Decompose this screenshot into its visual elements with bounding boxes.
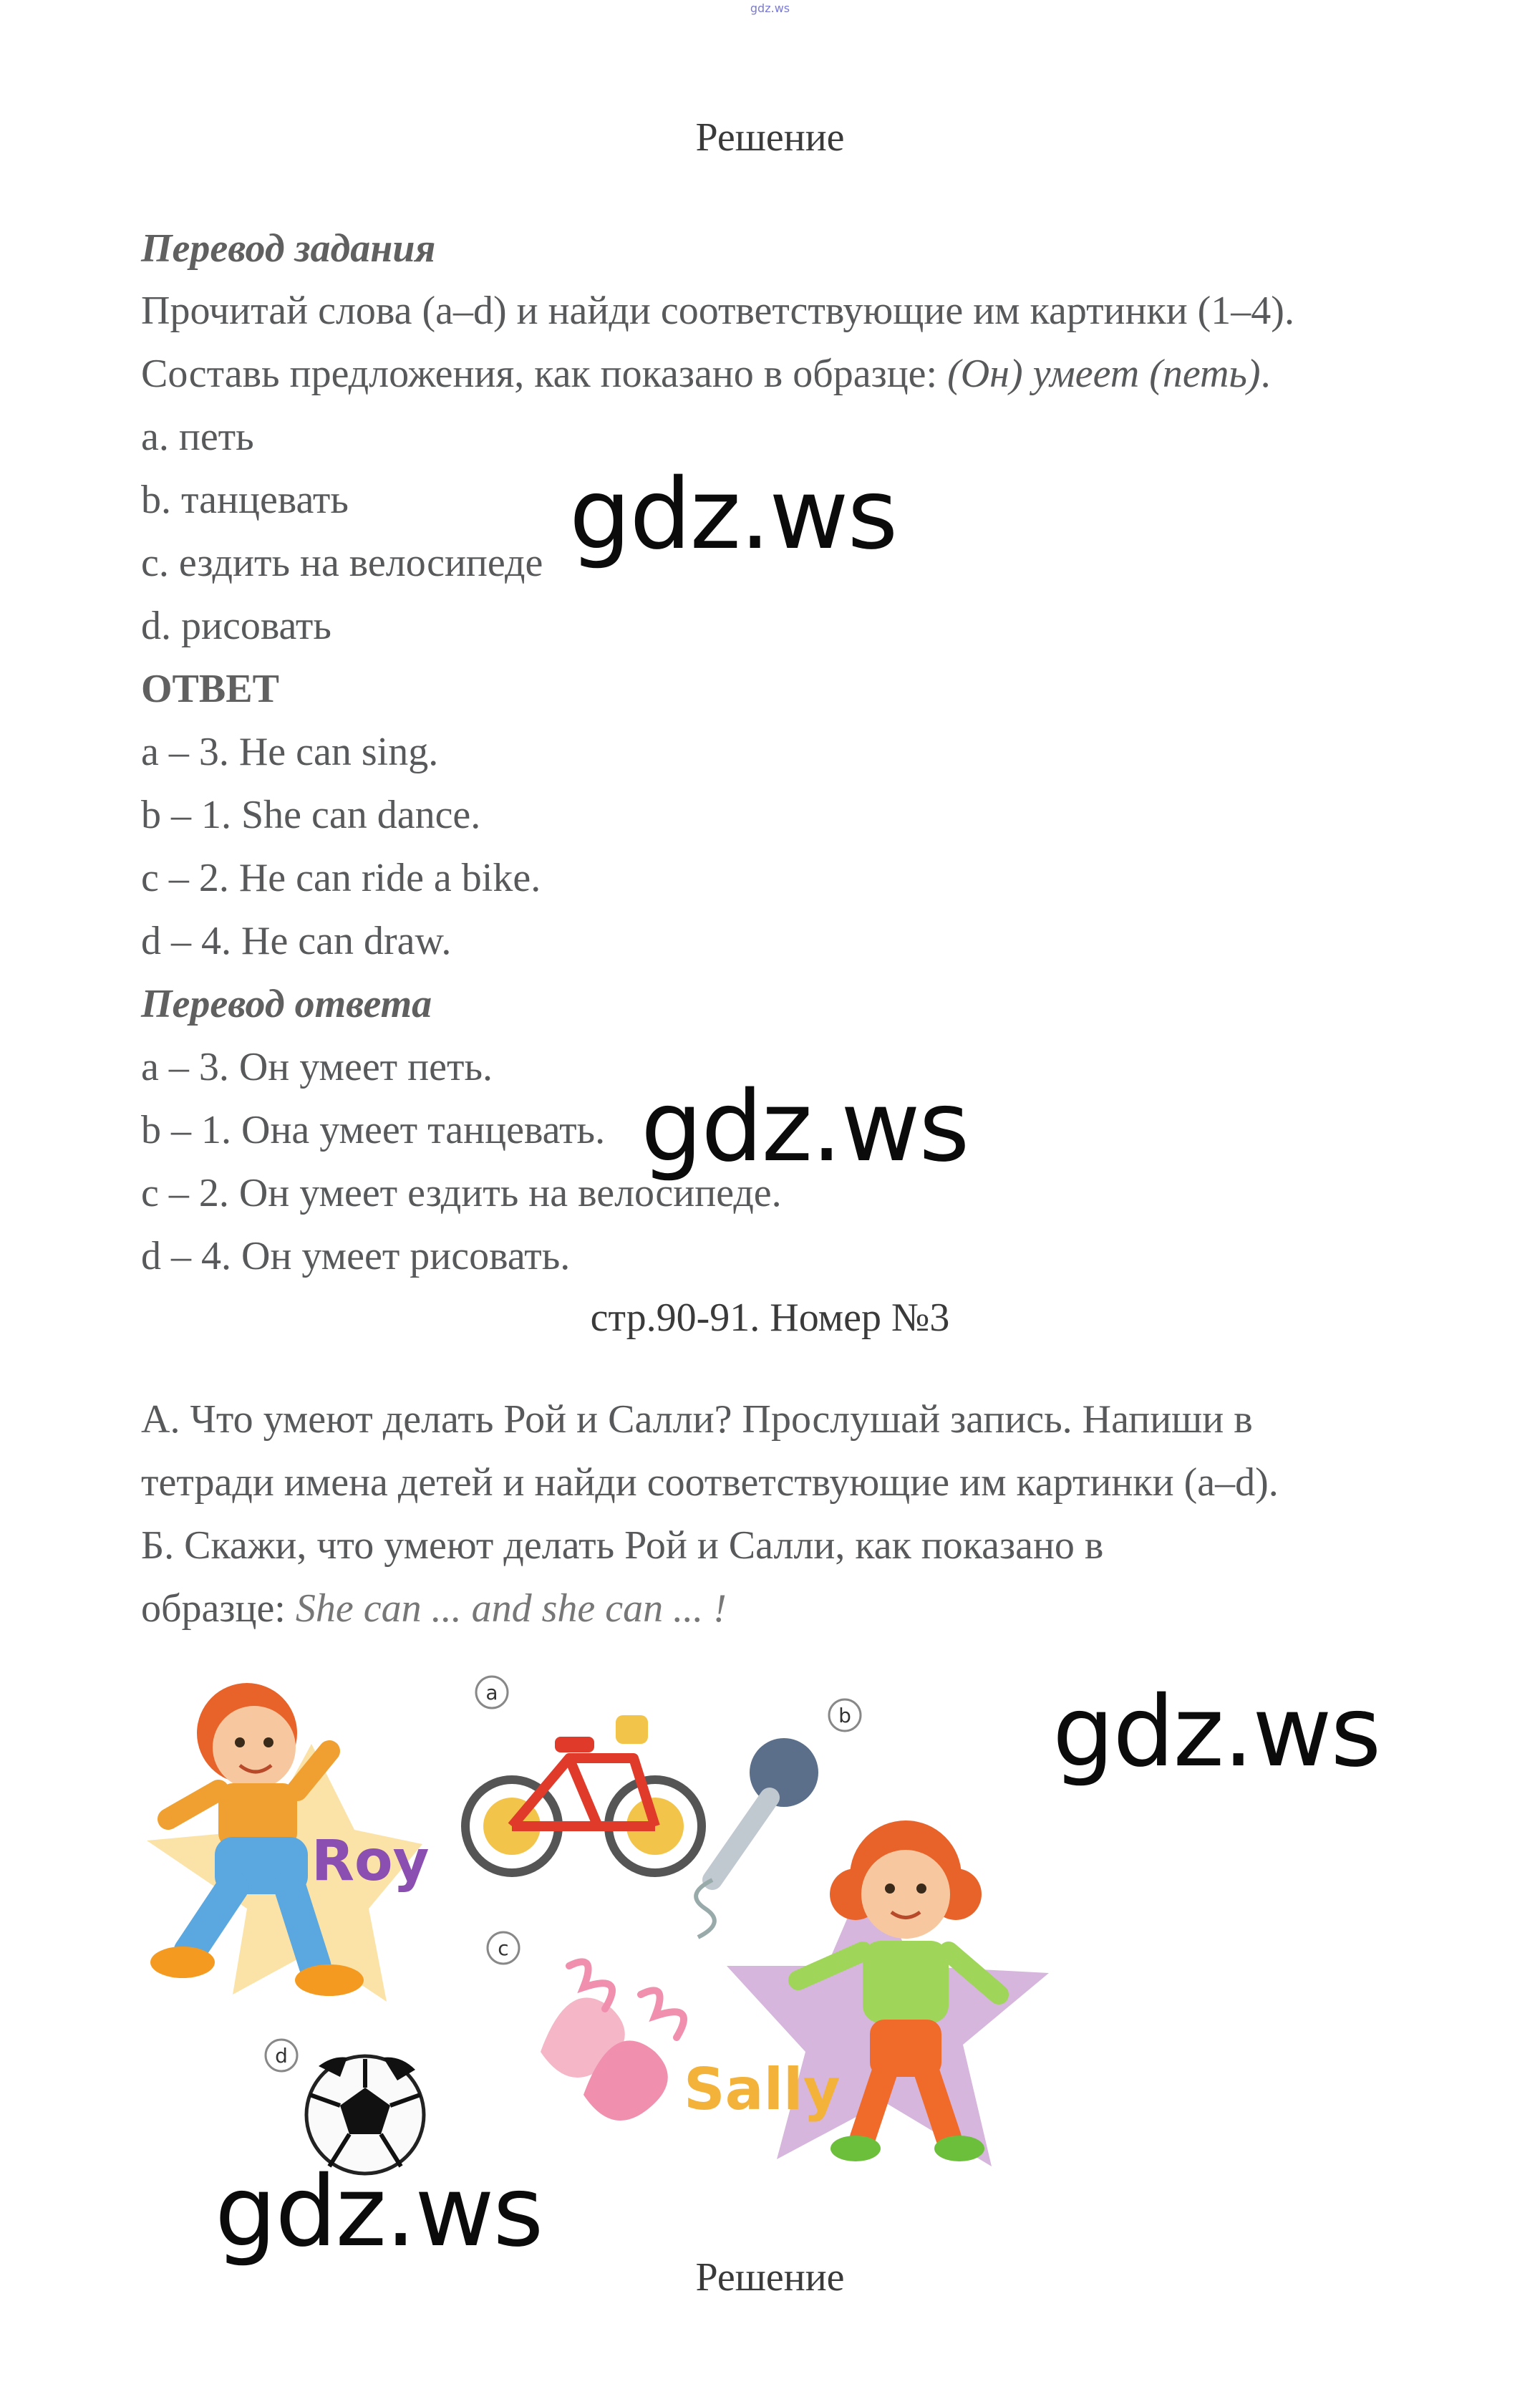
word-a: a. петь	[141, 415, 254, 459]
label-b: b	[838, 1704, 851, 1727]
label-a-badge	[476, 1677, 508, 1708]
illustration	[140, 1665, 1070, 2209]
sally-name: Sally	[684, 2056, 841, 2123]
watermark: gdz.ws	[215, 2156, 543, 2269]
answer-line-c: c – 2. He can ride a bike.	[141, 856, 541, 900]
answer-line-a: a – 3. He can sing.	[141, 730, 439, 774]
task2-prefix: образце:	[141, 1586, 286, 1631]
task-line-1: Прочитай слова (a–d) и найди соответствующие им картинки (1–4).	[141, 289, 1294, 333]
answer-translation-title: Перевод ответа	[141, 982, 432, 1026]
task2-line-1: А. Что умеют делать Рой и Салли? Прослушай запись. Напиши в	[141, 1397, 1253, 1442]
answer-line-d: d – 4. He can draw.	[141, 919, 452, 963]
watermark: gdz.ws	[1052, 1676, 1380, 1789]
page-title: Решение	[695, 115, 845, 160]
task-line-2-text: Составь предложения, как показано в образце:	[141, 352, 938, 396]
bottom-heading: Решение	[695, 2255, 845, 2300]
section-heading: стр.90-91. Номер №3	[590, 1296, 950, 1340]
answer-title: ОТВЕТ	[141, 667, 279, 711]
task2-example: She can ... and she can ... !	[295, 1586, 727, 1631]
ballet-shoes-icon	[541, 1962, 684, 2121]
label-a: a	[485, 1681, 498, 1704]
answer-translation-c: c – 2. Он умеет ездить на велосипеде.	[141, 1171, 782, 1215]
microphone-icon	[696, 1738, 818, 1937]
task-line-2: Составь предложения, как показано в образце: (Он) умеет (петь).	[141, 352, 1271, 396]
label-c-badge	[488, 1932, 519, 1964]
task2-line-4	[141, 1586, 727, 1631]
task-translation-title: Перевод задания	[141, 226, 436, 271]
answer-translation-d: d – 4. Он умеет рисовать.	[141, 1234, 571, 1278]
label-b-badge	[829, 1699, 861, 1731]
answer-translation-b: b – 1. Она умеет танцевать.	[141, 1108, 606, 1152]
watermark: gdz.ws	[641, 1071, 969, 1184]
header-mark: gdz.ws	[750, 1, 790, 15]
task2-line-2: тетради имена детей и найди соответствующие им картинки (a–d).	[141, 1460, 1279, 1505]
watermark: gdz.ws	[569, 458, 897, 571]
task2-line-3: Б. Скажи, что умеют делать Рой и Салли, как показано в	[141, 1523, 1104, 1568]
word-c: c. ездить на велосипеде	[141, 541, 543, 585]
label-c: c	[498, 1937, 509, 1960]
answer-translation-a: a – 3. Он умеет петь.	[141, 1045, 493, 1089]
label-d-badge	[266, 2040, 297, 2071]
roy-name: Roy	[311, 1829, 430, 1894]
label-d: d	[275, 2044, 288, 2068]
word-b: b. танцевать	[141, 478, 349, 522]
answer-line-b: b – 1. She can dance.	[141, 793, 481, 837]
task-example: (Он) умеет (петь)	[947, 352, 1261, 396]
bike-icon	[465, 1715, 702, 1873]
word-d: d. рисовать	[141, 604, 331, 648]
